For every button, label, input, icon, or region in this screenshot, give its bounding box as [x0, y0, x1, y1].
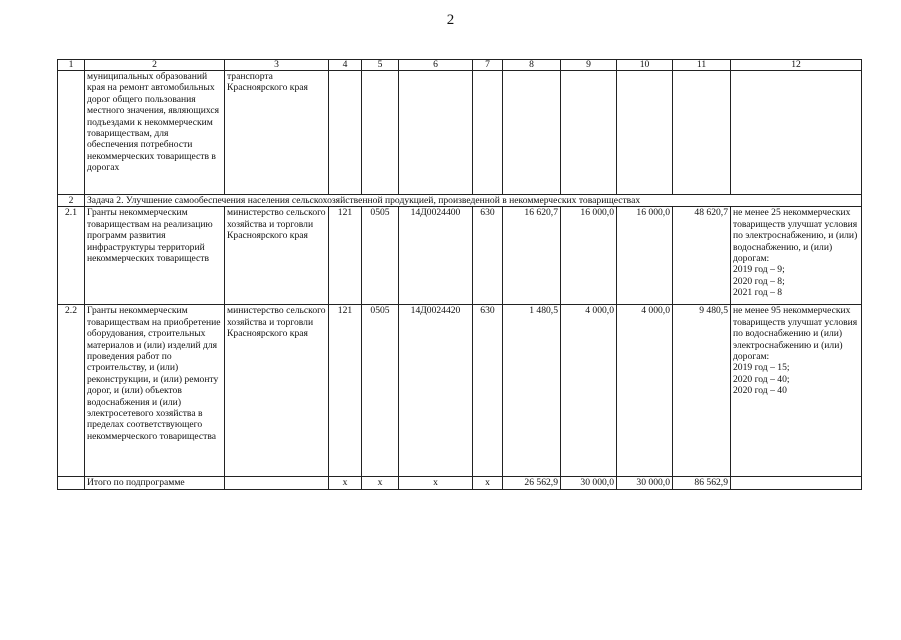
- amount-2021: 4 000,0: [617, 305, 673, 477]
- row-number: 2.2: [58, 305, 85, 477]
- task-title: Задача 2. Улучшение самообеспечения населения сельскохозяйственной продукцией, произведенной в некоммерческих товариществах: [85, 195, 862, 207]
- column-number: 9: [561, 60, 617, 71]
- column-number: 1: [58, 60, 85, 71]
- csr-code: 14Д0024400: [399, 207, 473, 305]
- column-number: 11: [673, 60, 731, 71]
- expected-result: не менее 95 некоммерческих товариществ улучшат условия по водоснабжению и (или) электроснабжению и (или) дорогам: 2019 год – 15; 2020 год – 40; 2020 год – 40: [731, 305, 862, 477]
- executor: министерство сельского хозяйства и торговли Красноярского края: [225, 207, 329, 305]
- table-row: [58, 305, 862, 477]
- continuation-row: [58, 71, 862, 195]
- executor: министерство сельского хозяйства и торговли Красноярского края: [225, 305, 329, 477]
- column-number: 5: [362, 60, 399, 71]
- column-number: 3: [225, 60, 329, 71]
- vr-code: 630: [473, 305, 503, 477]
- amount-2020: 16 000,0: [561, 207, 617, 305]
- executor: транспорта Красноярского края: [225, 71, 329, 195]
- total-x-marker: x: [473, 477, 503, 489]
- grbs-code: 121: [329, 207, 362, 305]
- total-all-years: 86 562,9: [673, 477, 731, 489]
- measure-name: муниципальных образований края на ремонт автомобильных дорог общего пользования местного значения, являющихся подъездами к некоммерческим товариществам, для обеспечения потребности некоммерческих товариществ в дорогах: [85, 71, 225, 195]
- column-number: 4: [329, 60, 362, 71]
- amount-total: 48 620,7: [673, 207, 731, 305]
- vr-code: 630: [473, 207, 503, 305]
- total-x-marker: x: [362, 477, 399, 489]
- column-number: 8: [503, 60, 561, 71]
- task-row: [58, 195, 862, 207]
- program-table: [57, 59, 862, 490]
- total-x-marker: x: [399, 477, 473, 489]
- amount-2020: 4 000,0: [561, 305, 617, 477]
- column-number: 6: [399, 60, 473, 71]
- amount-2021: 16 000,0: [617, 207, 673, 305]
- table-row: [58, 207, 862, 305]
- grbs-code: 121: [329, 305, 362, 477]
- column-number: 2: [85, 60, 225, 71]
- amount-total: 9 480,5: [673, 305, 731, 477]
- page-number: 2: [446, 12, 455, 28]
- column-numbers-row: [58, 60, 862, 71]
- task-number: 2: [58, 195, 85, 207]
- measure-name: Гранты некоммерческим товариществам на реализацию программ развития инфраструктуры территорий некоммерческих товариществ: [85, 207, 225, 305]
- total-2021: 30 000,0: [617, 477, 673, 489]
- column-number: 10: [617, 60, 673, 71]
- expected-result: не менее 25 некоммерческих товариществ улучшат условия по электроснабжению, и (или) водоснабжению, и (или) дорогам: 2019 год – 9; 2020 год – 8; 2021 год – 8: [731, 207, 862, 305]
- rzpr-code: 0505: [362, 207, 399, 305]
- column-number: 7: [473, 60, 503, 71]
- row-number: 2.1: [58, 207, 85, 305]
- row-number: [58, 71, 85, 195]
- rzpr-code: 0505: [362, 305, 399, 477]
- total-label: Итого по подпрограмме: [85, 477, 225, 489]
- total-2019: 26 562,9: [503, 477, 561, 489]
- measure-name: Гранты некоммерческим товариществам на приобретение оборудования, строительных материалов и (или) изделий для проведения работ по строительству, и (или) реконструкции, и (или) ремонту дорог, и (или) объектов водоснабжения и (или) электросетевого хозяйства в пределах соответствующего некоммерческого товарищества: [85, 305, 225, 477]
- total-2020: 30 000,0: [561, 477, 617, 489]
- total-x-marker: x: [329, 477, 362, 489]
- csr-code: 14Д0024420: [399, 305, 473, 477]
- total-row: [58, 477, 862, 489]
- amount-2019: 16 620,7: [503, 207, 561, 305]
- column-number: 12: [731, 60, 862, 71]
- amount-2019: 1 480,5: [503, 305, 561, 477]
